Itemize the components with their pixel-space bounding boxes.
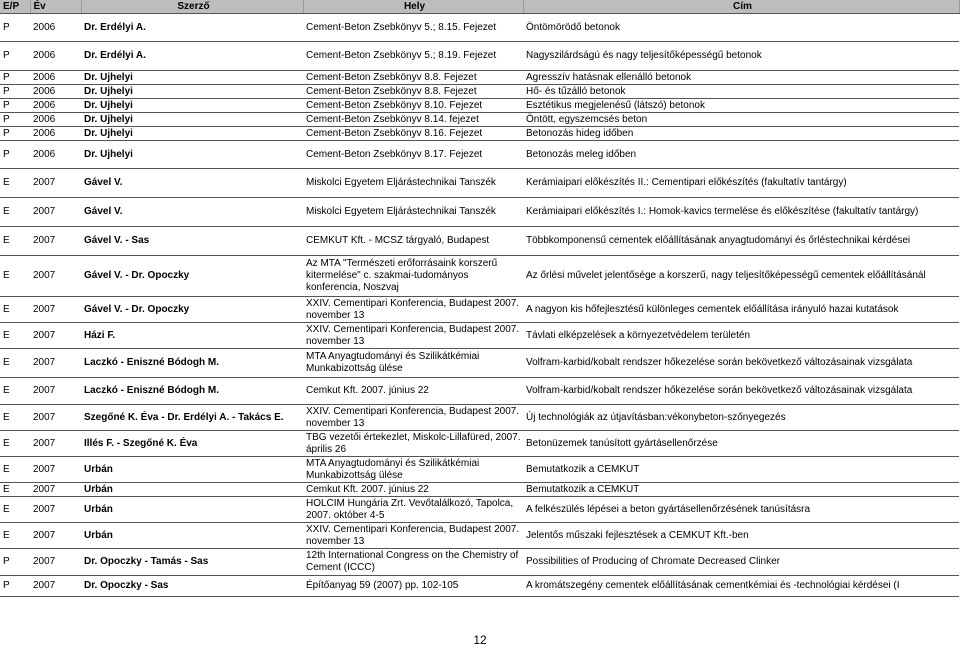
cell-szerzo: Gável V. - Sas xyxy=(81,227,303,256)
cell-hely: Cement-Beton Zsebkönyv 8.10. Fejezet xyxy=(303,99,523,113)
cell-ep: P xyxy=(0,113,30,127)
cell-ep: E xyxy=(0,457,30,483)
cell-ep: P xyxy=(0,549,30,576)
cell-ep: E xyxy=(0,227,30,256)
cell-ep: E xyxy=(0,431,30,457)
table-row xyxy=(0,42,959,71)
cell-szerzo: Urbán xyxy=(81,497,303,523)
table-row xyxy=(0,198,959,227)
cell-hely: Cement-Beton Zsebkönyv 5.; 8.19. Fejezet xyxy=(303,42,523,71)
page-number: 12 xyxy=(473,633,487,647)
cell-ev: 2007 xyxy=(30,523,81,549)
cell-ev: 2007 xyxy=(30,549,81,576)
cell-ev: 2007 xyxy=(30,297,81,323)
cell-hely: Cemkut Kft. 2007. június 22 xyxy=(303,378,523,405)
cell-ep: E xyxy=(0,349,30,378)
cell-hely: Cement-Beton Zsebkönyv 8.14. fejezet xyxy=(303,113,523,127)
cell-ev: 2007 xyxy=(30,576,81,597)
cell-ep: P xyxy=(0,14,30,42)
cell-hely: XXIV. Cementipari Konferencia, Budapest 2007. november 13 xyxy=(303,405,523,431)
cell-cim: Kerámiaipari előkészítés II.: Cementipari előkészítés (fakultatív tantárgy) xyxy=(523,169,959,198)
cell-ep: E xyxy=(0,483,30,497)
cell-ev: 2006 xyxy=(30,99,81,113)
cell-szerzo: Dr. Erdélyi A. xyxy=(81,14,303,42)
cell-cim: Nagyszilárdságú és nagy teljesítőképességű betonok xyxy=(523,42,959,71)
cell-ev: 2006 xyxy=(30,14,81,42)
table-row xyxy=(0,483,959,497)
cell-cim: Kerámiaipari előkészítés I.: Homok-kavics termelése és előkészítése (fakultatív tantárgy) xyxy=(523,198,959,227)
table-row xyxy=(0,297,959,323)
cell-ev: 2006 xyxy=(30,42,81,71)
cell-szerzo: Dr. Opoczky - Tamás - Sas xyxy=(81,549,303,576)
cell-szerzo: Gável V. xyxy=(81,169,303,198)
cell-ep: E xyxy=(0,497,30,523)
table-row xyxy=(0,256,959,297)
cell-hely: Miskolci Egyetem Eljárástechnikai Tanszék xyxy=(303,169,523,198)
cell-hely: Miskolci Egyetem Eljárástechnikai Tanszék xyxy=(303,198,523,227)
cell-ep: P xyxy=(0,71,30,85)
cell-szerzo: Gável V. - Dr. Opoczky xyxy=(81,297,303,323)
table-row xyxy=(0,141,959,169)
cell-ev: 2007 xyxy=(30,169,81,198)
table-row xyxy=(0,169,959,198)
cell-hely: Cemkut Kft. 2007. június 22 xyxy=(303,483,523,497)
cell-cim: Possibilities of Producing of Chromate Decreased Clinker xyxy=(523,549,959,576)
cell-hely: Cement-Beton Zsebkönyv 8.16. Fejezet xyxy=(303,127,523,141)
cell-cim: Betonozás meleg időben xyxy=(523,141,959,169)
cell-ep: E xyxy=(0,297,30,323)
cell-cim: Új technológiák az útjavításban:vékonybeton-szőnyegezés xyxy=(523,405,959,431)
cell-ev: 2007 xyxy=(30,431,81,457)
cell-ep: E xyxy=(0,256,30,297)
cell-cim: Hő- és tűzálló betonok xyxy=(523,85,959,99)
cell-ep: E xyxy=(0,523,30,549)
cell-ev: 2007 xyxy=(30,483,81,497)
cell-hely: MTA Anyagtudományi és Szilikátkémiai Munkabizottság ülése xyxy=(303,349,523,378)
table-row xyxy=(0,523,959,549)
cell-ep: P xyxy=(0,141,30,169)
cell-hely: Cement-Beton Zsebkönyv 8.17. Fejezet xyxy=(303,141,523,169)
cell-hely: Cement-Beton Zsebkönyv 5.; 8.15. Fejezet xyxy=(303,14,523,42)
cell-ep: P xyxy=(0,99,30,113)
cell-ev: 2006 xyxy=(30,127,81,141)
cell-ev: 2007 xyxy=(30,378,81,405)
cell-hely: XXIV. Cementipari Konferencia, Budapest 2007. november 13 xyxy=(303,323,523,349)
cell-szerzo: Laczkó - Eniszné Bódogh M. xyxy=(81,349,303,378)
cell-szerzo: Dr. Ujhelyi xyxy=(81,99,303,113)
cell-szerzo: Dr. Ujhelyi xyxy=(81,71,303,85)
cell-ev: 2006 xyxy=(30,85,81,99)
table-row xyxy=(0,71,959,85)
table-row xyxy=(0,323,959,349)
cell-hely: Az MTA "Természeti erőforrásaink korszerű kitermelése" c. szakmai-tudományos konferencia, Noszvaj xyxy=(303,256,523,297)
cell-szerzo: Urbán xyxy=(81,523,303,549)
table-row xyxy=(0,99,959,113)
table-row xyxy=(0,349,959,378)
cell-cim: Bemutatkozik a CEMKUT xyxy=(523,483,959,497)
cell-cim: Volfram-karbid/kobalt rendszer hőkezelése során bekövetkező változásainak vizsgálata xyxy=(523,349,959,378)
cell-cim: Távlati elképzelések a környezetvédelem területén xyxy=(523,323,959,349)
cell-cim: Betonüzemek tanúsított gyártásellenőrzése xyxy=(523,431,959,457)
cell-hely: CEMKUT Kft. - MCSZ tárgyaló, Budapest xyxy=(303,227,523,256)
cell-szerzo: Házi F. xyxy=(81,323,303,349)
table-row xyxy=(0,405,959,431)
cell-hely: TBG vezetői értekezlet, Miskolc-Lillafüred, 2007. április 26 xyxy=(303,431,523,457)
cell-hely: Cement-Beton Zsebkönyv 8.8. Fejezet xyxy=(303,71,523,85)
cell-ev: 2006 xyxy=(30,71,81,85)
cell-cim: Agresszív hatásnak ellenálló betonok xyxy=(523,71,959,85)
cell-cim: Volfram-karbid/kobalt rendszer hőkezelése során bekövetkező változásainak vizsgálata xyxy=(523,378,959,405)
cell-hely: Cement-Beton Zsebkönyv 8.8. Fejezet xyxy=(303,85,523,99)
cell-hely: HOLCIM Hungária Zrt. Vevőtalálkozó, Tapolca, 2007. október 4-5 xyxy=(303,497,523,523)
cell-ev: 2007 xyxy=(30,497,81,523)
cell-ev: 2007 xyxy=(30,349,81,378)
header-cim: Cím xyxy=(523,0,959,14)
cell-hely: 12th International Congress on the Chemistry of Cement (ICCC) xyxy=(303,549,523,576)
cell-cim: Esztétikus megjelenésű (látszó) betonok xyxy=(523,99,959,113)
cell-szerzo: Dr. Ujhelyi xyxy=(81,141,303,169)
cell-ev: 2007 xyxy=(30,405,81,431)
cell-cim: A kromátszegény cementek előállításának cementkémiai és -technológiai kérdései (I xyxy=(523,576,959,597)
cell-hely: XXIV. Cementipari Konferencia, Budapest 2007. november 13 xyxy=(303,523,523,549)
cell-cim: Betonozás hideg időben xyxy=(523,127,959,141)
cell-szerzo: Szegőné K. Éva - Dr. Erdélyi A. - Takács E. xyxy=(81,405,303,431)
table-row xyxy=(0,127,959,141)
cell-szerzo: Gável V. - Dr. Opoczky xyxy=(81,256,303,297)
table-row xyxy=(0,113,959,127)
cell-cim: Öntött, egyszemcsés beton xyxy=(523,113,959,127)
cell-szerzo: Dr. Ujhelyi xyxy=(81,85,303,99)
header-ev: Év xyxy=(30,0,81,14)
cell-szerzo: Dr. Ujhelyi xyxy=(81,113,303,127)
cell-ev: 2007 xyxy=(30,227,81,256)
cell-cim: Öntömörödő betonok xyxy=(523,14,959,42)
cell-szerzo: Urbán xyxy=(81,483,303,497)
cell-ep: P xyxy=(0,42,30,71)
cell-szerzo: Dr. Erdélyi A. xyxy=(81,42,303,71)
cell-cim: Jelentős műszaki fejlesztések a CEMKUT Kft.-ben xyxy=(523,523,959,549)
table-row xyxy=(0,576,959,597)
table-row xyxy=(0,431,959,457)
cell-ep: P xyxy=(0,85,30,99)
cell-ev: 2006 xyxy=(30,141,81,169)
cell-ev: 2006 xyxy=(30,113,81,127)
cell-cim: A nagyon kis hőfejlesztésű különleges cementek előállítása irányuló hazai kutatások xyxy=(523,297,959,323)
cell-ep: P xyxy=(0,127,30,141)
cell-cim: A felkészülés lépései a beton gyártásellenőrzésének tanúsításra xyxy=(523,497,959,523)
cell-ev: 2007 xyxy=(30,198,81,227)
table-row xyxy=(0,227,959,256)
table-row xyxy=(0,85,959,99)
header-szerzo: Szerző xyxy=(81,0,303,14)
cell-ep: E xyxy=(0,323,30,349)
header-ep: E/P xyxy=(0,0,30,14)
cell-szerzo: Urbán xyxy=(81,457,303,483)
cell-cim: Bemutatkozik a CEMKUT xyxy=(523,457,959,483)
cell-hely: XXIV. Cementipari Konferencia, Budapest 2007. november 13 xyxy=(303,297,523,323)
cell-ev: 2007 xyxy=(30,256,81,297)
table-row xyxy=(0,497,959,523)
cell-ep: E xyxy=(0,378,30,405)
cell-ev: 2007 xyxy=(30,323,81,349)
cell-szerzo: Dr. Opoczky - Sas xyxy=(81,576,303,597)
table-row xyxy=(0,549,959,576)
cell-ev: 2007 xyxy=(30,457,81,483)
cell-szerzo: Illés F. - Szegőné K. Éva xyxy=(81,431,303,457)
cell-hely: MTA Anyagtudományi és Szilikátkémiai Munkabizottság ülése xyxy=(303,457,523,483)
cell-ep: E xyxy=(0,198,30,227)
cell-szerzo: Gável V. xyxy=(81,198,303,227)
header-row xyxy=(0,0,959,14)
cell-szerzo: Dr. Ujhelyi xyxy=(81,127,303,141)
table-row xyxy=(0,457,959,483)
table-row xyxy=(0,14,959,42)
cell-ep: P xyxy=(0,576,30,597)
cell-hely: Építőanyag 59 (2007) pp. 102-105 xyxy=(303,576,523,597)
table-row xyxy=(0,378,959,405)
header-hely: Hely xyxy=(303,0,523,14)
cell-ep: E xyxy=(0,169,30,198)
cell-ep: E xyxy=(0,405,30,431)
cell-cim: Többkomponensű cementek előállításának anyagtudományi és őrléstechnikai kérdései xyxy=(523,227,959,256)
cell-cim: Az őrlési művelet jelentősége a korszerű, nagy teljesítőképességű cementek előállításánál xyxy=(523,256,959,297)
cell-szerzo: Laczkó - Eniszné Bódogh M. xyxy=(81,378,303,405)
